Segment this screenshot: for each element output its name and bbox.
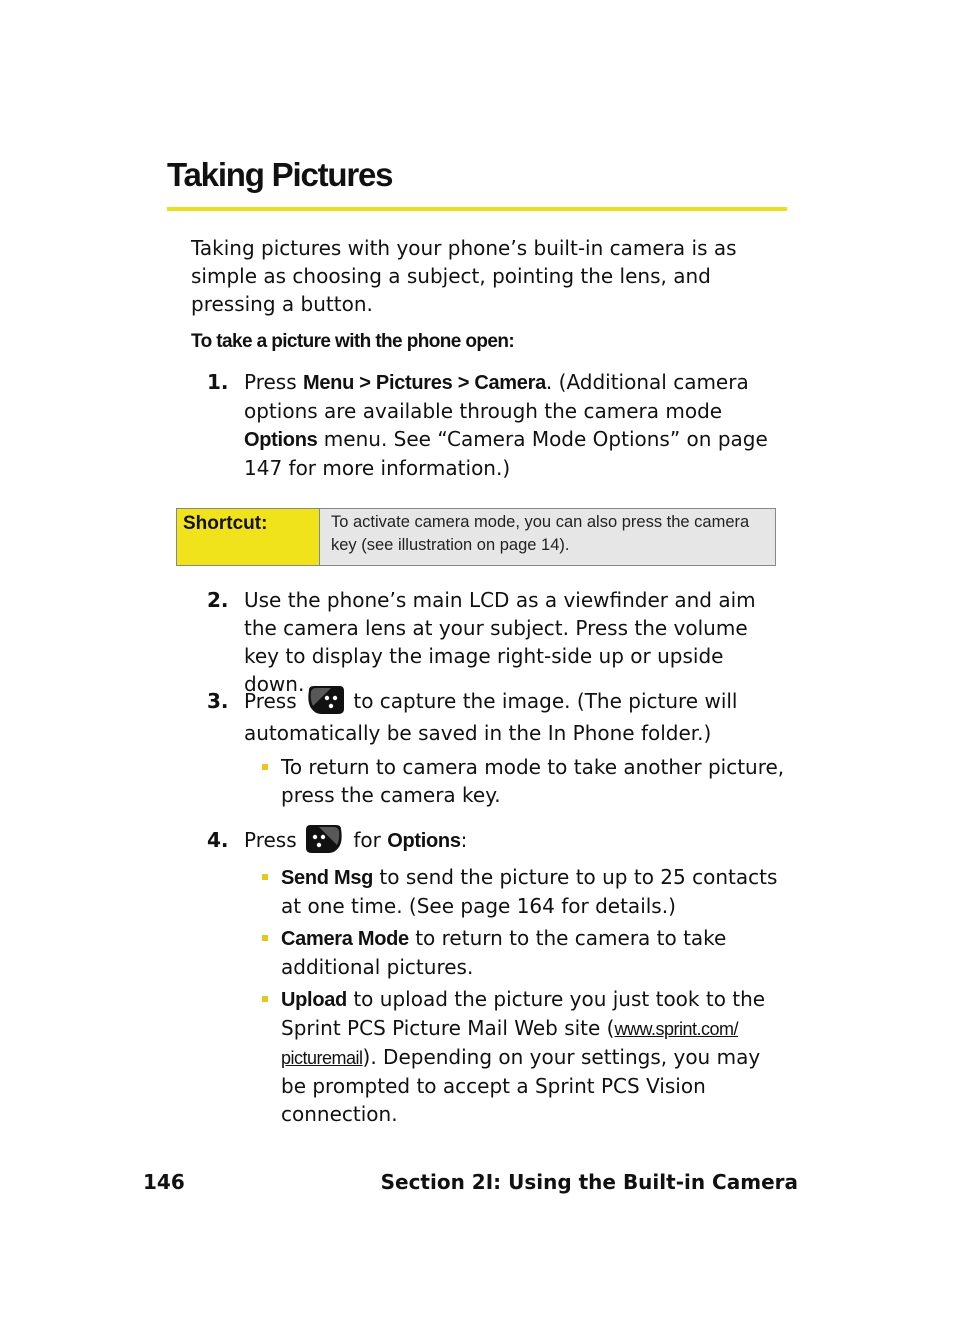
options-label: Options	[244, 429, 318, 451]
step-number: 3.	[207, 689, 229, 713]
bullet-square	[262, 764, 268, 770]
page-title: Taking Pictures	[167, 156, 393, 193]
left-softkey-icon	[305, 684, 345, 716]
step-text: Press to capture the image. (The picture will automatically be saved in the In Phone folder.)	[244, 685, 787, 749]
step-number: 1.	[207, 370, 229, 394]
step-text: Use the phone’s main LCD as a viewfinder and aim the camera lens at your subject. Press the volume key to display the image right-side up or upside down.	[244, 588, 756, 696]
title-underline	[167, 207, 787, 211]
shortcut-box	[176, 508, 776, 566]
step-text: Press Menu > Pictures > Camera. (Additional camera options are available through the camera mode Options menu. See “Camera Mode Options” on page 147 for more information.)	[244, 370, 768, 480]
section-title: Section 2I: Using the Built-in Camera	[380, 1170, 798, 1194]
picture-mail-link-cont[interactable]: picturemail	[281, 1048, 363, 1068]
step-text: Press for Options:	[244, 826, 787, 855]
shortcut-label: Shortcut:	[177, 509, 320, 565]
right-softkey-icon	[305, 823, 345, 855]
step-number: 2.	[207, 588, 229, 612]
shortcut-text: To activate camera mode, you can also press the camera key (see illustration on page 14).	[320, 509, 775, 565]
menu-path: Menu > Pictures > Camera	[303, 372, 546, 394]
bullet-square	[262, 935, 268, 941]
step-number: 4.	[207, 828, 229, 852]
bullet-square	[262, 874, 268, 880]
procedure-heading: To take a picture with the phone open:	[191, 331, 515, 352]
options-label: Options	[387, 830, 461, 852]
page-number: 146	[143, 1170, 185, 1194]
bullet-square	[262, 996, 268, 1002]
intro-paragraph: Taking pictures with your phone’s built-in camera is as simple as choosing a subject, pointing the lens, and pressing a button.	[191, 236, 737, 316]
picture-mail-link[interactable]: www.sprint.com/	[614, 1019, 739, 1039]
